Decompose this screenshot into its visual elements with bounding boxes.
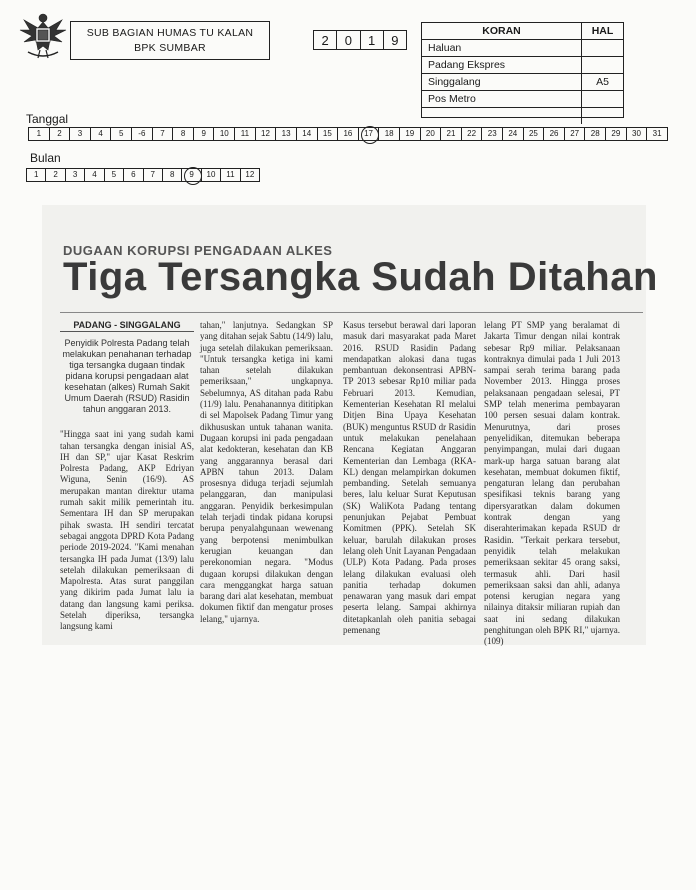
bulan-label: Bulan (30, 151, 61, 165)
article-body-4: lelang PT SMP yang beralamat di Jakarta Timur dengan nilai kontrak sebesar Rp9 miliar. Pelaksanaan kontraknya dimulai pada 1 Juli 2013 sampai serah terima barang pada November 2013. Hingga proses pelaksanaan pengadaan selesai, PT SMP telah menerima pembayaran 100 persen sesuai dalam kontrak. Menurutnya, dari proses penyelidikan, ditemukan beberapa penyimpangan, mulai dari dugaan mark-up harga satuan barang alat kesehatan, membuat dokumen fiktif, pengaturan lelang dan perubahan spesifikasi teknis barang yang dipersyaratkan dalam dokumen kontrak dengan yang diserahterimakan kepada RSUD dr Rasidin. "Terkait perkara tersebut, penyidik telah melakukan pemeriksaan sekitar 45 orang saksi, termasuk ahli. Dari hasil pemeriksaan saksi dan ahli, adanya potensi kerugian negara yang nilainya ditaksir miliaran rupiah dan saat ini sedang dilakukan penghitungan oleh BPK RI," ujarnya. (109) (484, 320, 620, 647)
day-cell: 7 (153, 128, 174, 140)
article-dateline: PADANG - SINGGALANG (60, 320, 194, 332)
article-body-3: Kasus tersebut berawal dari laporan masuk dari masyarakat pada Maret 2016. RSUD Rasidin Padang mendapatkan alokasi dana tugas pembantuan dekonsentrasi APBN-TP 2013 sebesar Rp10 miliar pada Februari 2013. Kemudian, Kementerian Kesehatan RI melalui Ditjen Bina Upaya Kesehatan (BUK) menguntus RSUD dr Rasidin untuk melakukan penelahaan Rencana Kegiatan Anggaran Kementerian dan Lembaga (RKA-KL) dengan melampirkan dokumen pembanding. Setelah semuanya beres, lalu keluar Surat Keputusan (SK) WaliKota Padang tentang penunjukan Pejabat Pembuat Komitmen (PPK). Setelah SK keluar, barulah dilakukan proses lelang oleh Unit Layanan Pengadaan (ULP) Kota Padang. Pada proses lelang dilakukan evaluasi oleh panitia terhadap dokumen penawaran yang masuk dari empat peserta lelang. Sampai akhirnya ditetapkanlah oleh panitia sebagai pemenang (343, 320, 476, 636)
day-cell: 17 (359, 128, 380, 140)
page-number (582, 40, 623, 56)
day-cell: 28 (585, 128, 606, 140)
year-digit: 0 (337, 31, 360, 49)
article-column-1 (60, 320, 194, 633)
day-cell: 20 (421, 128, 442, 140)
day-cell: 21 (441, 128, 462, 140)
table-row (422, 91, 623, 108)
table-row (422, 74, 623, 91)
month-cell: 1 (27, 169, 46, 181)
header-koran: KORAN (422, 23, 582, 39)
year-box (313, 30, 407, 50)
office-label-box (70, 21, 270, 60)
day-cell: 2 (50, 128, 71, 140)
year-digit: 2 (314, 31, 337, 49)
article-body-1: "Hingga saat ini yang sudah kami tahan tersangka dengan inisial AS, IH dan SP," ujar Kasat Reskrim Polresta Padang, AKP Edriyan Wiguna, Senin (16/9). AS merupakan mantan direktur utama rumah sakit milik pemerintah itu. Sementara IH dan SP merupakan pihak swasta. IH sendiri tercatat sebagai anggota DPRD Kota Padang periode 2019-2024. "Kami menahan tersangka IH pada Jumat (13/9) lalu setelah dilakukan pemeriksaan di Mapolresta. Atas surat panggilan yang dikirim pada Jumat lalu ia datang dan langsung kami periksa. Setelah diperiksa, tersangka langsung kami (60, 429, 194, 632)
day-cell: 5 (111, 128, 132, 140)
month-cell: 12 (245, 170, 255, 179)
office-line-1: SUB BAGIAN HUMAS TU KALAN (86, 27, 254, 39)
month-cell: 10 (202, 169, 221, 181)
article-lead: Penyidik Polresta Padang telah melakukan penahanan terhadap tiga tersangka dugaan tindak pidana korupsi pengadaan alat kesehatan (alkes) Rumah Sakit Umum Daerah (RSUD) Rasidin tahun anggaran 2013. (62, 338, 192, 415)
office-line-2: BPK SUMBAR (134, 42, 206, 54)
day-cell: 4 (91, 128, 112, 140)
day-cell: 29 (606, 128, 627, 140)
newspaper-table-header (422, 23, 623, 40)
bulan-grid (26, 168, 260, 182)
day-cell: 24 (503, 128, 524, 140)
day-cell: 23 (482, 128, 503, 140)
year-digit: 9 (391, 33, 399, 48)
day-cell: 30 (627, 128, 648, 140)
article-column-4 (484, 320, 620, 648)
table-row (422, 57, 623, 74)
tanggal-label: Tanggal (26, 112, 69, 126)
day-cell: 31 (652, 129, 662, 138)
month-cell: 6 (124, 169, 143, 181)
day-cell: 27 (565, 128, 586, 140)
page-number (582, 57, 623, 73)
article-headline: Tiga Tersangka Sudah Ditahan (63, 255, 658, 299)
article-column-3 (343, 320, 476, 636)
header-hal: HAL (591, 25, 614, 37)
day-cell: 26 (544, 128, 565, 140)
newspaper-name: Singgalang (422, 74, 582, 90)
table-row (422, 108, 623, 124)
month-cell: 2 (46, 169, 65, 181)
page-number (582, 91, 623, 107)
day-cell: 8 (173, 128, 194, 140)
day-cell: 18 (379, 128, 400, 140)
newspaper-name: Padang Ekspres (422, 57, 582, 73)
day-cell: 16 (338, 128, 359, 140)
newspaper-name: Pos Metro (422, 91, 582, 107)
month-cell: 8 (163, 169, 182, 181)
month-cell: 4 (85, 169, 104, 181)
day-cell: 15 (318, 128, 339, 140)
table-row (422, 40, 623, 57)
month-cell: 5 (105, 169, 124, 181)
month-cell: 3 (66, 169, 85, 181)
article-column-2 (200, 320, 333, 625)
article-kicker: DUGAAN KORUPSI PENGADAAN ALKES (63, 243, 333, 258)
newspaper-table (421, 22, 624, 118)
day-cell: 12 (256, 128, 277, 140)
tanggal-grid (28, 127, 668, 141)
day-cell: 13 (276, 128, 297, 140)
page-number: A5 (596, 76, 609, 88)
day-cell: -6 (132, 128, 153, 140)
day-cell: 25 (524, 128, 545, 140)
day-cell: 10 (214, 128, 235, 140)
day-cell: 9 (194, 128, 215, 140)
month-cell: 7 (144, 169, 163, 181)
month-cell: 9 (182, 169, 201, 181)
article-body-2: tahan," lanjutnya. Sedangkan SP yang ditahan sejak Sabtu (14/9) lalu, juga setelah dilakukan pemeriksaan. "Untuk tersangka ketiga ini kami tahan setelah dilakukan pemeriksaan," ungkapnya. Sebelumnya, AS ditahan pada Rabu (11/9) lalu. Penahanannya dititipkan di sel Mapolsek Padang Timur yang dikhususkan untuk tahanan wanita. Dugaan korupsi ini pada pengadaan alat kedokteran, kesehatan dan KB yang anggarannya berasal dari APBN tahun 2013. Dalam prosesnya diduga terjadi sejumlah pelanggaran, dan manipulasi anggaran. Penyidik berkesimpulan telah terjadi tindak pidana korupsi berupa penyalahgunaan wewenang yang berpotensi menimbulkan kerugian keuangan dan perekonomian negara. "Modus dugaan korupsi dilakukan dengan cara menggangkat harga satuan barang dari alat kesehatan, membuat dokumen fiktif dan mengatur proses lelang," ujarnya. (200, 320, 333, 624)
month-cell: 11 (221, 169, 240, 181)
page-number (582, 108, 623, 124)
day-cell: 19 (400, 128, 421, 140)
headline-rule (60, 312, 643, 313)
day-cell: 1 (29, 128, 50, 140)
day-cell: 3 (70, 128, 91, 140)
newspaper-name: Haluan (422, 40, 582, 56)
newspaper-name (422, 108, 582, 124)
year-digit: 1 (361, 31, 384, 49)
day-cell: 22 (462, 128, 483, 140)
day-cell: 14 (297, 128, 318, 140)
day-cell: 11 (235, 128, 256, 140)
garuda-emblem-icon (14, 6, 72, 66)
